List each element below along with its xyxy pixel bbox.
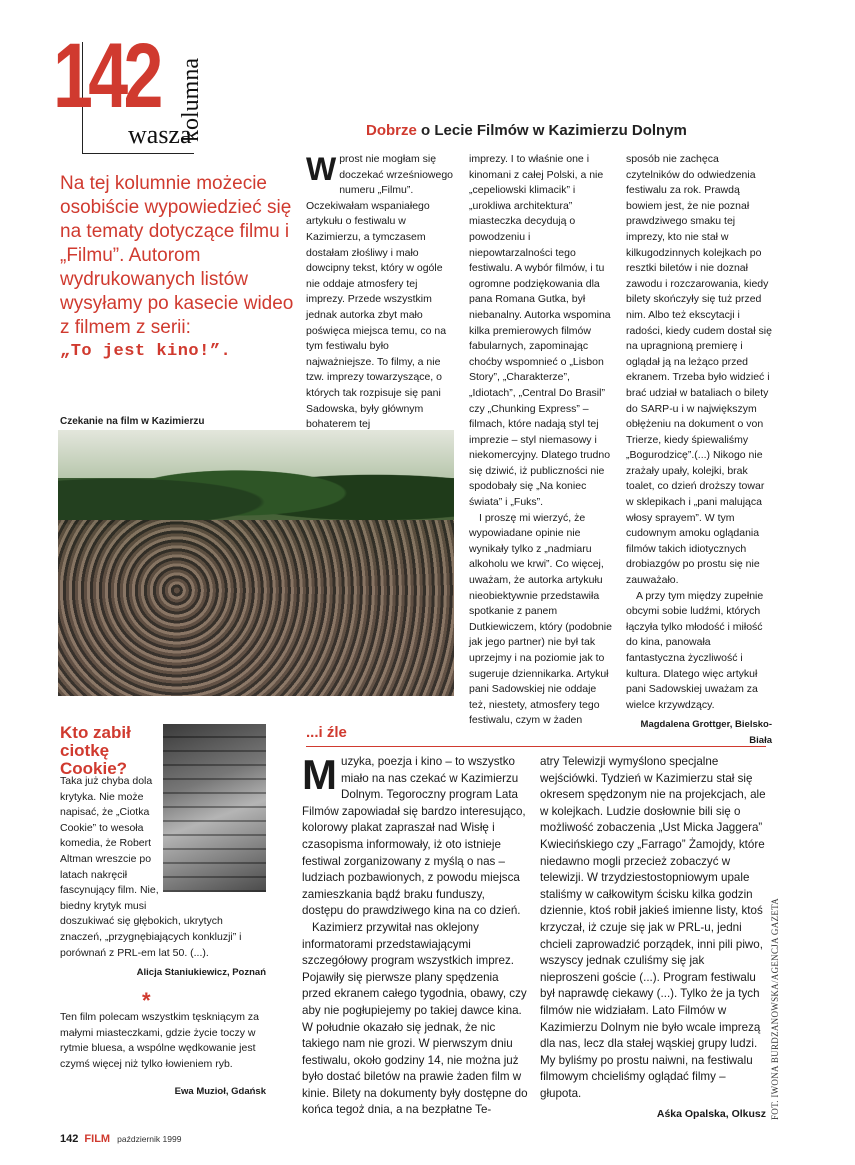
sidebar-signature1: Alicja Staniukiewicz, Poznań — [136, 967, 266, 979]
article1-col2-p2: I proszę mi wierzyć, że wypowiadane opinie nie wynikały tylko z „nadmiaru alkoholu we krwi”. Co więcej, uważam, że autorka artykułu nieobiektywnie przedstawiła spotkanie z panem Dutkiewiczem, który (podobnie jak jego partner) nie był tak uprzejmy i na poziomie jak to sugeruje dziennikarka. Artykuł pani Sadowskiej nie oddaje też, niestety, atmosfery tego festiwalu, czym w żaden — [469, 511, 612, 727]
article1-col3-p2: A przy tym między zupełnie obcymi sobie ludźmi, których łączyła tylko młodość i miłość do kina, panowała fantastyczna życzliwość i kultura. Dlatego więc artykuł pani Sadowskiej uważam za wielce krzywdzący. — [626, 589, 764, 711]
sidebar-letter2 — [60, 1010, 266, 1100]
sidebar-letter1 — [60, 774, 266, 981]
article1-col1-p1: prost nie mogłam się doczekać wrześniowego numeru „Filmu”. Oczekiwałam wspaniałego artykułu o festiwalu w Kazimierzu, a tymczasem dostałam złośliwy i mało dowcipny tekst, który w ogóle nie oddaje atmosfery tej imprezy. Przede wszystkim jednak autorka zbyt mało poświęca miejsca temu, co na tym festiwalu było najważniejsze. To filmy, a nie tzw. imprezy towarzyszące, o których tak rozpisuje się pani Sadowska, były głównym bohaterem tej — [306, 153, 454, 431]
article2-col1-p2: Kazimierz przywitał nas oklejony informatorami przedstawiającymi szczegółowy program wszystkich imprez. Pojawiły się pierwsze plany spędzenia przed ekranem całego tygodnia, obawy, czy aby nie pogłupiejemy po takiej dawce kina. W południe okazało się jednak, że nic takiego nam nie grozi. W pierwszym dniu festiwalu, około godziny 14, nie można już było dostać biletów na prawie żaden film w kinie. Bilety na dokumenty były dostępne do końca tegoż dnia, a na bezpłatne Te- — [302, 920, 528, 1117]
article2-col1-p1: uzyka, poezja i kino – to wszystko miało na nas czekać w Kazimierzu Dolnym. Tegoroczny program Lata Filmów zapowiadał się bardzo interesująco, kolorowy plakat zapraszał nad Wisłę i czasopisma informowały, iż oto istnieje festiwal zorganizowany z myślą o nas – ludziach pozbawionych, z powodu miejsca zamieszkania bądź braku funduszy, dostępu do prawdziwego kina na co dzień. — [302, 755, 526, 918]
footer-page-number: 142 — [60, 1133, 79, 1145]
article2-dropcap: M — [302, 751, 337, 798]
photo-credit — [770, 880, 784, 1120]
intro-body: Na tej kolumnie możecie osobiście wypowiedzieć się na tematy dotyczące filmu i „Filmu”. Autorom wydrukowanych listów wysyłamy po kasecie wideo z filmem z serii: — [60, 173, 294, 338]
photo-crowd — [58, 520, 454, 696]
logo-wasza: wasza — [128, 120, 192, 149]
article1-col2 — [469, 152, 615, 729]
article2-heading: ...i źle — [306, 724, 347, 741]
article1-dropcap: W — [306, 151, 337, 187]
page-footer — [60, 1133, 181, 1145]
sidebar-letter1-text: Taka już chyba dola krytyka. Nie może napisać, że „Ciotka Cookie” to wesoła komedia, że Robert Altman wreszcie po latach nakręcił fascynujący film. Nie, biedny krytyk musi doszukiwać się głębokich, ukrytych znaczeń, „przygnębiających konkluzji” i porównań z PRL-em lat 50. (...). — [60, 775, 242, 959]
footer-issue: październik 1999 — [117, 1134, 182, 1144]
article1-col3-p1: sposób nie zachęca czytelników do odwiedzenia festiwalu za rok. Prawdą bowiem jest, że nie poznał prawdziwego smaku tej imprezy, kto nie stał w kilkugodzinnych kolejkach po resztki biletów i nie doznał zawodu i rozczarowania, kiedy bilety skończyły się tuż przed nim. Albo też ekscytacji i radości, kiedy cudem dostał się na upragnioną premierę i oglądał ją na leżąco przed ekranem. Trzeba było widzieć i brać udział w bataliach o bilety do SARP-u i w największym obłężeniu na dokument o von Trierze, kiedy śpiewaliśmy „Bogurodzicę”.(...) Nikogo nie zrażały upały, kolejki, brak toalet, co dzień droższy towar w sklepikach i „pani malująca włosy sprayem”. W tym cudownym amoku oglądania filmów takich idiotycznych drobiazgów po prostu się nie zauważało. — [626, 153, 772, 587]
intro-text — [60, 172, 298, 364]
sidebar-photo-spacer — [160, 774, 266, 904]
article2-rule — [306, 746, 766, 747]
separator-star: * — [142, 988, 151, 1013]
article2-signature: Aśka Opalska, Olkusz — [656, 1108, 766, 1121]
crowd-photo — [58, 430, 454, 696]
logo-kolumna-text: kolumna — [178, 58, 204, 142]
article1-col3 — [626, 152, 772, 749]
article-headline — [366, 122, 687, 139]
article2-col2 — [540, 754, 766, 1123]
photo-credit-text: FOT. IWONA BURDZANOWSKA/AGENCJA GAZETA — [770, 897, 780, 1120]
footer-magazine: FILM — [84, 1133, 111, 1145]
photo-caption: Czekanie na film w Kazimierzu — [60, 416, 205, 427]
article2-col1 — [302, 751, 528, 1119]
sidebar-letter2-text: Ten film polecam wszystkim tęskniącym za małymi miasteczkami, gdzie życie toczy w rytmie bluesa, a wspólne wędkowanie jest czymś więcej niż tylko łowieniem ryb. — [60, 1011, 259, 1070]
headline-rest: o Lecie Filmów w Kazimierzu Dolnym — [421, 122, 687, 139]
article1-col2-p1: imprezy. I to właśnie one i kinomani z całej Polski, a nie „cepeliowski klimacik” i „urokliwa architektura” miasteczka decydują o powodzeniu i niepowtarzalności tego festiwalu. A wybór filmów, i tu ogromne podziękowania dla pana Romana Gutka, był niebanalny. Autorka wspomina kilka premierowych filmów fabularnych, zapominając choćby wspomnieć o „Lisbon Story”, „Charakterze”, „Idiotach”, „Central Do Brasil” czy „Chunking Express” – filmach, które nadają styl tej imprezie – styl niemasowy i niekomercyjny. Dlatego trudno się dziwić, iż publiczności nie spodobały się „Na koniec świata” i „Fuks”. — [469, 153, 611, 509]
article1-col1 — [306, 152, 456, 433]
article2-col2-p1: atry Telewizji wymyślono specjalne wejściówki. Tydzień w Kazimierzu stał się okresem spędzonym nie na projekcjach, ale w kolejkach. Ludzie dosłownie bili się o możliwość zobaczenia „Ust Micka Jaggera” Kwiecińskiego czy „Farrago” Żamojdy, które niedawno mogli przecież zobaczyć w telewizji. W trzydziestostopniowym upale staliśmy w całkowitym ścisku kilka godzin dziennie, ktoś robił jakieś imienne listy, ktoś krzyczał, iż czuje się jak w PRL-u, jedni chcieli zaprowadzić porządek, inni pili piwo, wszyscy jednak czuliśmy się jak nieproszeni goście (...). Program festiwalu był naprawdę ciekawy (...). Tylko że ja tych filmów nie widziałam. Lato Filmów w Kazimierzu Dolnym nie było wcale imprezą dla nas, lecz dla stałej wąskiej grupy ludzi. My byliśmy po prostu naiwni, na festiwalu filmowym chcieliśmy oglądać filmy – głupota. — [540, 755, 766, 1100]
headline-accent: Dobrze — [366, 122, 417, 139]
sidebar-signature2: Ewa Muzioł, Gdańsk — [174, 1086, 266, 1098]
sidebar-heading: Kto zabił ciotkę Cookie? — [60, 723, 131, 778]
column-number: 142 — [53, 25, 159, 127]
article1-signature: Magdalena Grottger, Bielsko-Biała — [640, 719, 772, 746]
intro-series-title: „To jest kino!”. — [60, 342, 232, 361]
